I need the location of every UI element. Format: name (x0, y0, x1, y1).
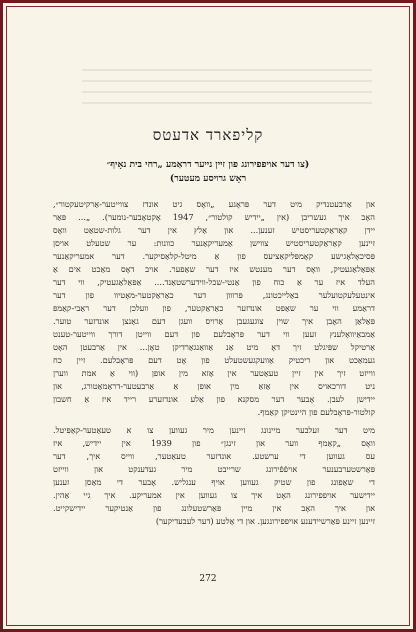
text-line: ווייזט זיך אין זיין טעאַטער אין אַזא מין אופן (ווי אַ אמת ווערן (53, 368, 375, 378)
text-line: אַפּאַלאַגעטיק, וואָס דער מענטש איז דער שאַפער. אויב דאָס מאַכט אים אַ (53, 264, 375, 274)
paragraph (53, 198, 375, 419)
text-line: דראַמע ווי ער שאַפט אונדזער כאַראַקטער, פון וועלכן דער ראַבי-קאַמפּ (53, 303, 375, 313)
text-line: האָב איך געשריבן (אין „יידיש קולטור״, 1947 אָקטאָבער-נומער). „... פּאַר (53, 212, 375, 222)
page-title: קליפארד אדעטס (152, 126, 264, 144)
text-line: די שאַפונג פון שטיק געווען אויף ענגליש. אָבער די מאַסן זענען (53, 477, 375, 487)
body-text (53, 198, 375, 528)
page-subtitle (40, 158, 376, 186)
text-line: פּסיכאָלאָגישע קאָמפּליקאַציעס פון אַ מיטל-קלאַסיקער. דער אמעריקאַנער (53, 251, 375, 261)
text-line: עס געווען די ערשטע. אונדזער טעאַטער, ווייס איך, דער (53, 451, 375, 461)
text-line: אַרטיקל שפּיגלט זיך דאָ מיט אַנ אַוואַנגאַרדיקן טאָן... אין אַרבעטן האָט (53, 342, 375, 352)
text-line: און איך האָב אין מיין פּאַרשטעלונג פון אַנטיקער יידישקייט. (53, 503, 375, 513)
page-number: 272 (199, 574, 217, 584)
subtitle-line: ראָש גרויסע מעטער) (169, 173, 247, 184)
text-line: געמאַכט און ריכטיק אַוועקגעשטעלט פון אָט דעם פּראָבלעם. זיין כח (53, 355, 375, 365)
text-line: העלד איז ער אַ כוח פון אַנטי-שכל-ווידערשטאַנד.... אַפּאַלאַגעטיק, ווי דער (53, 277, 375, 287)
text-line: יידישער אויפפירונג האָט איך צו געווען אין אמעריקע. איך גיי אַהין. (53, 490, 375, 500)
text-line: פּאַלאַן האָבן איך שוין צוגעגעבן אַרויס וועגן דעם גאַנצן אונדזער טוער. (53, 316, 375, 326)
text-line: זיינען קאַראַקטעריסטיש צווישן אַמעריקאַנער כוונות: ער שטעלט אויסן (53, 238, 375, 248)
text-line: ניט דורכאויס אין אַזאַ מין אופן אַ אַרבעטער-דראַמאַטורג, און (53, 381, 375, 391)
text-line: אינטעלעקטועלער באַלייכטונג, פּרווון דער כאַראַקטער-מאָטיוו פון דער (53, 290, 375, 300)
text-line: אַמבאַיוואַלענץ זעען ווי דער פּראָבלעם פון דעם ווייטן דורך ווייטער-טענט (53, 329, 375, 339)
text-line: און אַרבעטנדיק מיט דער פּראָגע „וואָס גיט אונדז צווייטער-אַרקיטעקטור״, (53, 199, 375, 209)
text-line: פּאַרשטערבענער אויפֿפֿירונג שרייבט מיר געדענקט און ווייזט (53, 464, 375, 474)
bleed-through-text (82, 69, 372, 117)
paragraph (53, 424, 375, 528)
text-line: יידן קאַראַקטעריסטיש זענען... און אַלץ אין דער גלות-שטאַט וואָס (53, 225, 375, 235)
text-line: וואָס „קאַמף ווער און זינגן״ פון 1939 אין יידיש, איז (53, 438, 375, 448)
text-line: זיינען זיינע פּאַרשיידענע אויפפירונגען. און די אַלטע (דער לעבעדיקער) (155, 516, 375, 526)
text-line: קולטור-פּראָבלעם פון היינטיקן קאַמף. (257, 407, 375, 417)
text-line: יידישן לעבן. אָבער דער מסקנא פון אַלע אונדזערע רייד איז אַ חשבון (53, 394, 375, 404)
subtitle-line: (צו דער אויפפירונג פון זיין נייער דראַמע „רחי בית נאָיף״ (106, 159, 310, 170)
text-line: מיט דער זעלבער מיינונג זיינען מיר געווען צו א טעאַטער-קאַפּיטל. (53, 425, 375, 435)
